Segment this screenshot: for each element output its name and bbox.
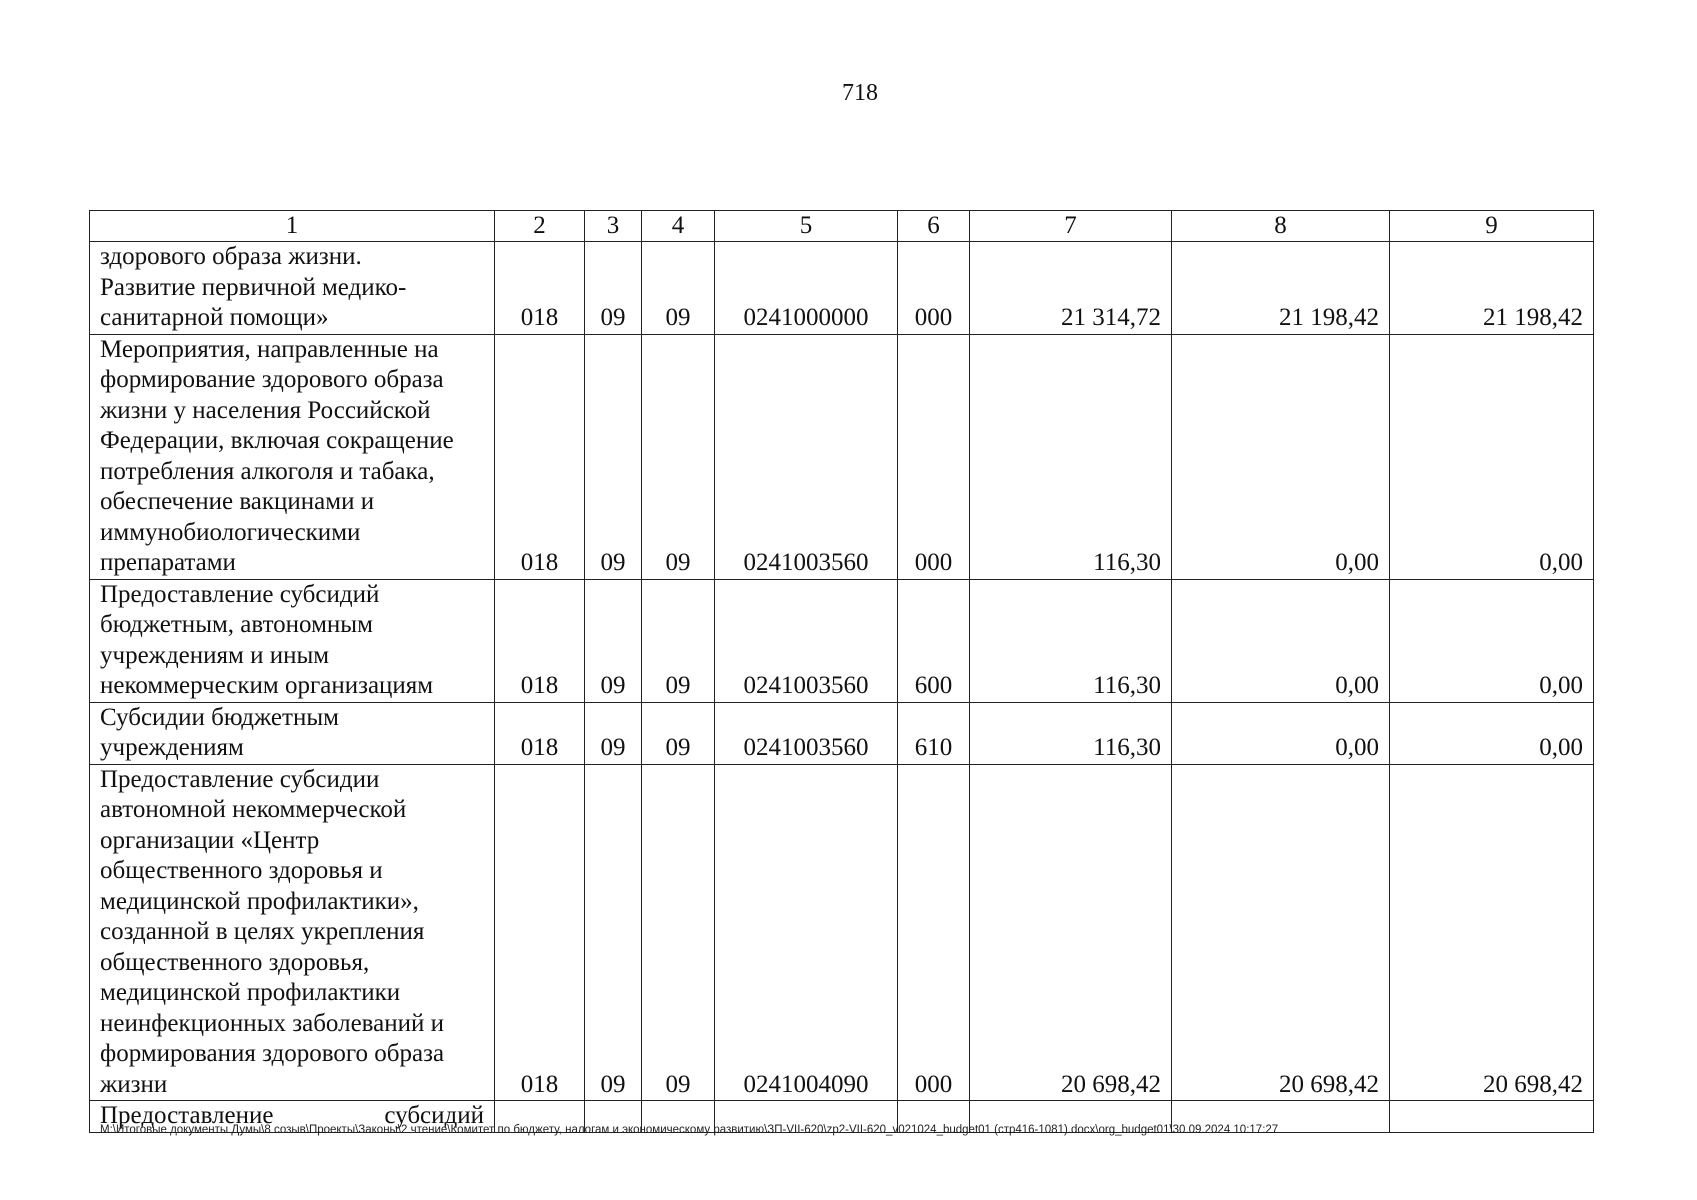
cell-expense-type: 000: [898, 334, 970, 579]
description-line: формирования здорового образа: [100, 1040, 445, 1067]
column-number: 6: [898, 211, 970, 242]
cell-amount-9: [1390, 1101, 1594, 1133]
cell-subsection: 09: [642, 579, 715, 702]
cell-expense-type: 000: [898, 242, 970, 335]
cell-target-article: 0241003560: [715, 702, 898, 764]
description-line: Предоставление субсидии: [100, 765, 380, 793]
cell-amount-9: 0,00: [1390, 579, 1594, 702]
description-line: Предоставление субсидий: [100, 1102, 484, 1129]
cell-section: 09: [585, 242, 642, 335]
cell-target-article: 0241003560: [715, 579, 898, 702]
column-number: 4: [642, 211, 715, 242]
description-line: учреждениям: [100, 734, 244, 761]
description-line: потребления алкоголя и табака,: [100, 457, 435, 485]
table-row: [90, 764, 1594, 1101]
row-description: [90, 764, 495, 1101]
cell-amount-7: 116,30: [970, 579, 1172, 702]
description-line: общественного здоровья и: [100, 857, 383, 884]
column-number: 9: [1390, 211, 1594, 242]
description-line: санитарной помощи»: [100, 304, 329, 331]
description-line: жизни: [100, 1070, 168, 1098]
row-description: [90, 579, 495, 702]
cell-section: 09: [585, 579, 642, 702]
description-line: здорового образа жизни.: [100, 243, 362, 270]
cell-amount-9: 21 198,42: [1390, 242, 1594, 335]
cell-amount-8: 0,00: [1172, 579, 1390, 702]
column-number: 2: [495, 211, 585, 242]
table-row: [90, 242, 1594, 335]
cell-section: 09: [585, 764, 642, 1101]
cell-subsection: 09: [642, 764, 715, 1101]
cell-amount-8: 0,00: [1172, 702, 1390, 764]
description-line: созданной в целях укрепления: [100, 918, 425, 945]
cell-ministry-code: 018: [495, 242, 585, 335]
cell-subsection: 09: [642, 702, 715, 764]
column-number: 5: [715, 211, 898, 242]
description-line: неинфекционных заболеваний и: [100, 1009, 445, 1037]
column-number: 1: [90, 211, 495, 242]
table-row: [90, 334, 1594, 579]
cell-amount-9: 20 698,42: [1390, 764, 1594, 1101]
description-line: Предоставление субсидий: [100, 580, 380, 608]
cell-subsection: 09: [642, 334, 715, 579]
cell-ministry-code: 018: [495, 702, 585, 764]
description-line: медицинской профилактики: [100, 979, 401, 1006]
cell-amount-7: 20 698,42: [970, 764, 1172, 1101]
table-row: [90, 579, 1594, 702]
description-line: Развитие первичной медико-: [100, 273, 407, 301]
description-line: Мероприятия, направленные на: [100, 335, 439, 363]
table-row: [90, 702, 1594, 764]
cell-expense-type: 600: [898, 579, 970, 702]
cell-amount-9: 0,00: [1390, 702, 1594, 764]
description-line: иммунобиологическими: [100, 518, 361, 546]
description-line: учреждениям и иным: [100, 641, 330, 669]
cell-expense-type: 000: [898, 764, 970, 1101]
cell-amount-7: 21 314,72: [970, 242, 1172, 335]
row-description: [90, 702, 495, 764]
row-description: [90, 242, 495, 335]
cell-amount-8: 20 698,42: [1172, 764, 1390, 1101]
cell-expense-type: 610: [898, 702, 970, 764]
cell-amount-7: 116,30: [970, 334, 1172, 579]
cell-amount-7: 116,30: [970, 702, 1172, 764]
file-path-footer: M:\Итоговые документы Думы\8 созыв\Проекты\Законы\2 чтение\Комитет по бюджету, налогам и экономическому развитию\ЗП-VII-620\zp2-VII-620_v021024_budget01 (стр416-1081).docx\org_budget01\30.09.2024 10:17:27: [100, 1124, 1279, 1136]
budget-table: [89, 210, 1594, 1133]
description-line: Субсидии бюджетным: [100, 703, 339, 731]
row-description: [90, 334, 495, 579]
cell-ministry-code: 018: [495, 579, 585, 702]
cell-amount-8: 21 198,42: [1172, 242, 1390, 335]
description-line: Федерации, включая сокращение: [100, 427, 454, 454]
cell-subsection: 09: [642, 242, 715, 335]
cell-section: 09: [585, 334, 642, 579]
description-line: общественного здоровья,: [100, 948, 370, 976]
page-number: 718: [842, 80, 878, 106]
description-line: некоммерческим организациям: [100, 672, 434, 699]
column-number: 8: [1172, 211, 1390, 242]
description-line: автономной некоммерческой: [100, 796, 407, 823]
description-line: жизни у населения Российской: [100, 396, 431, 424]
description-line: организации «Центр: [100, 826, 320, 854]
cell-ministry-code: 018: [495, 334, 585, 579]
cell-target-article: 0241004090: [715, 764, 898, 1101]
description-line: медицинской профилактики»,: [100, 887, 419, 915]
column-number-row: [90, 211, 1594, 242]
description-line: обеспечение вакцинами и: [100, 488, 375, 515]
column-number: 7: [970, 211, 1172, 242]
cell-amount-9: 0,00: [1390, 334, 1594, 579]
description-line: формирование здорового образа: [100, 366, 444, 393]
cell-section: 09: [585, 702, 642, 764]
description-line: бюджетным, автономным: [100, 611, 373, 638]
cell-ministry-code: 018: [495, 764, 585, 1101]
column-number: 3: [585, 211, 642, 242]
cell-target-article: 0241000000: [715, 242, 898, 335]
cell-amount-8: 0,00: [1172, 334, 1390, 579]
description-line: препаратами: [100, 549, 236, 576]
cell-target-article: 0241003560: [715, 334, 898, 579]
